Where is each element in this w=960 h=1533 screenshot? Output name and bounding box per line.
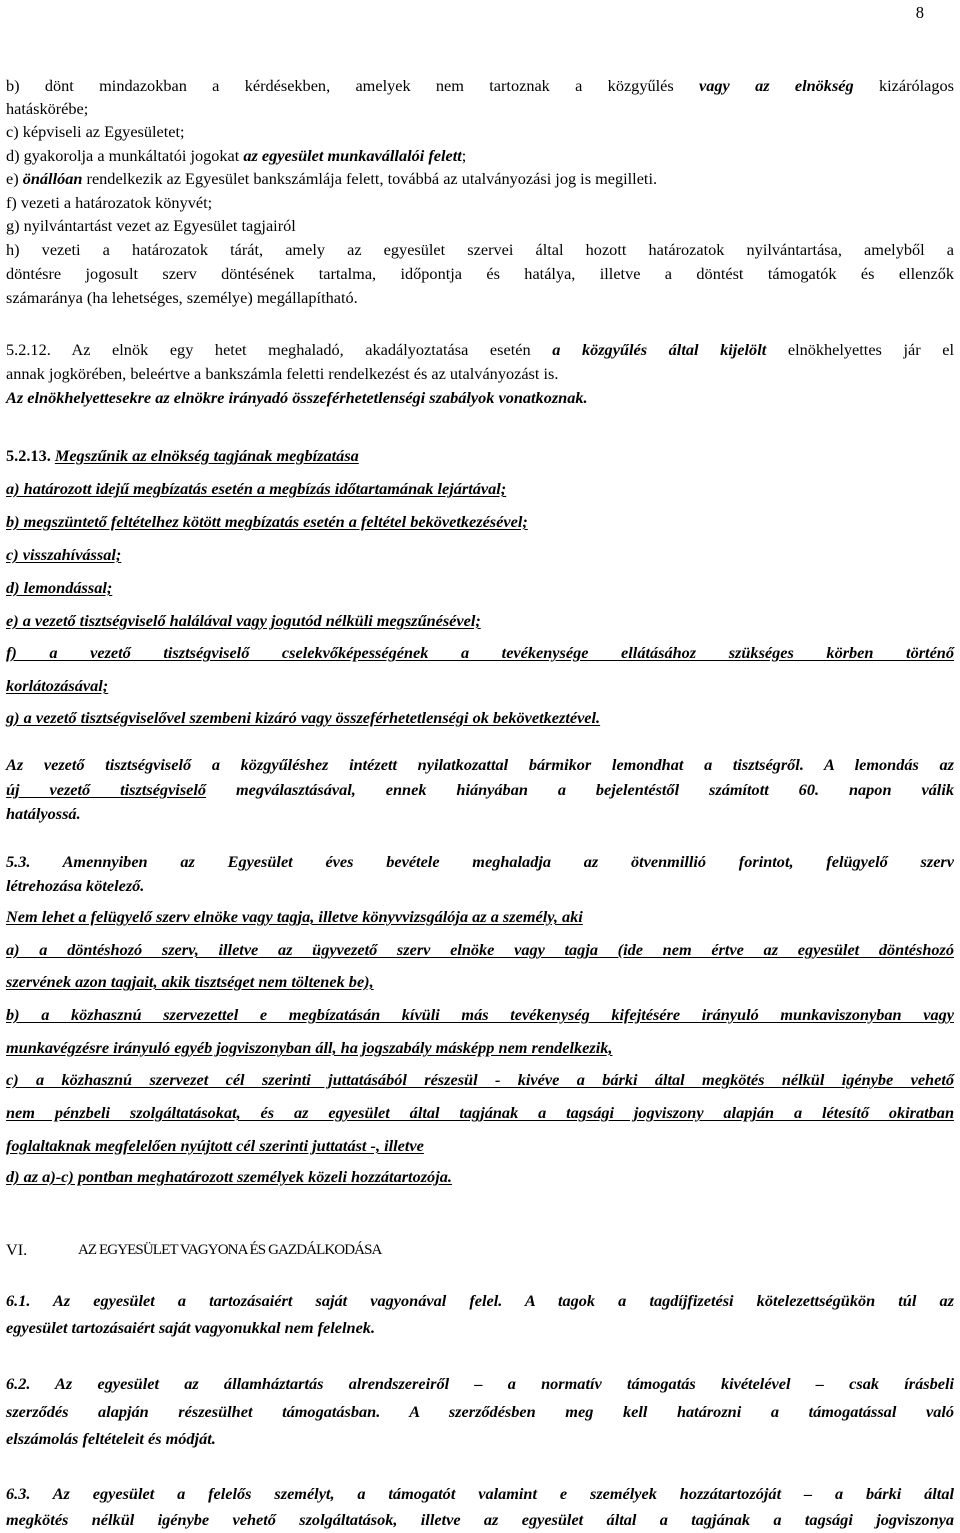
emphasis: a közgyűlés által kijelölt bbox=[552, 340, 767, 359]
section-6-2-line-3: elszámolás feltételeit és módját. bbox=[6, 1429, 216, 1448]
supervisory-a-line-1: a) a döntéshozó szerv, illetve az ügyvezető szerv elnöke vagy tagja (ide nem értve az egyesület döntéshozó bbox=[6, 940, 954, 959]
section-5-3-line-1: 5.3. Amennyiben az Egyesület éves bevétele meghaladja az ötvenmillió forintot, felügyelő szerv bbox=[6, 852, 954, 871]
item-h-line-1: h) vezeti a határozatok tárát, amely az egyesület szervei által hozott határozatok nyilvántartása, amelyből a bbox=[6, 240, 954, 259]
supervisory-intro: Nem lehet a felügyelő szerv elnöke vagy tagja, illetve könyvvizsgálója az a személy, aki bbox=[6, 907, 583, 926]
termination-g: g) a vezető tisztségviselővel szembeni kizáró vagy összeférhetetlenségi ok bekövetkeztével. bbox=[6, 708, 601, 727]
supervisory-c-line-3: foglaltaknak megfelelően nyújtott cél szerinti juttatást -, illetve bbox=[6, 1136, 424, 1155]
section-5-2-13-heading bbox=[6, 446, 954, 466]
item-b-line bbox=[6, 76, 954, 96]
section-vi-heading bbox=[6, 1240, 954, 1260]
item-g: g) nyilvántartást vezet az Egyesület tagjairól bbox=[6, 216, 296, 235]
termination-f-line-1: f) a vezető tisztségviselő cselekvőképességének a tevékenysége ellátásához szükséges körben történő bbox=[6, 643, 954, 662]
emphasis: az egyesület munkavállalói felett bbox=[243, 146, 462, 165]
section-title: Megszűnik az elnökség tagjának megbízatása bbox=[54, 446, 359, 465]
termination-c: c) visszahívással; bbox=[6, 545, 122, 564]
emphasis: önállóan bbox=[22, 169, 83, 188]
supervisory-c-line-2: nem pénzbeli szolgáltatásokat, és az egyesület által tagjának a tagsági jogviszony alapján a létesítő okiratban bbox=[6, 1103, 954, 1122]
emphasis: vagy az elnökség bbox=[699, 76, 854, 95]
section-number: VI. bbox=[6, 1240, 28, 1259]
termination-a: a) határozott idejű megbízatás esetén a megbízás időtartamának lejártával; bbox=[6, 479, 507, 498]
resignation-line-3: hatályossá. bbox=[6, 804, 81, 823]
termination-f-line-2: korlátozásával; bbox=[6, 676, 109, 695]
section-6-2-line-2: szerződés alapján részesülhet támogatásban. A szerződésben meg kell határozni a támogatással való bbox=[6, 1402, 954, 1421]
text: elnökhelyettes jár el bbox=[766, 340, 955, 359]
termination-e: e) a vezető tisztségviselő halálával vagy jogutód nélküli megszűnésével; bbox=[6, 611, 481, 630]
termination-d: d) lemondással; bbox=[6, 578, 113, 597]
text: kizárólagos bbox=[853, 76, 955, 95]
text: rendelkezik az Egyesület bankszámlája felett, továbbá az utalványozási jog is megilleti. bbox=[82, 169, 658, 188]
text: 5.2.12. Az elnök egy hetet meghaladó, akadályoztatása esetén bbox=[6, 340, 553, 359]
text: ; bbox=[461, 146, 467, 165]
section-5-2-12-line-3: Az elnökhelyettesekre az elnökre irányadó összeférhetetlenségi szabályok vonatkoznak. bbox=[6, 388, 588, 407]
text: e) bbox=[6, 169, 23, 188]
section-6-2-line-1: 6.2. Az egyesület az államháztartás alrendszereiről – a normatív támogatás kivételével – csak írásbeli bbox=[6, 1374, 954, 1393]
item-c: c) képviseli az Egyesületet; bbox=[6, 122, 185, 141]
termination-b: b) megszüntető feltételhez kötött megbízatás esetén a feltétel bekövetkezésével; bbox=[6, 512, 528, 531]
resignation-line-1: Az vezető tisztségviselő a közgyűléshez intézett nyilatkozattal bármikor lemondhat a tisztségről. A lemondás az bbox=[6, 755, 954, 774]
item-b-line-2: hatáskörébe; bbox=[6, 99, 89, 118]
page-number: 8 bbox=[915, 3, 924, 22]
supervisory-d: d) az a)-c) pontban meghatározott személyek közeli hozzátartozója. bbox=[6, 1167, 452, 1186]
supervisory-b-line-1: b) a közhasznú szervezettel e megbízatásán kívüli más tevékenység kifejtésére irányuló munkaviszonyban vagy bbox=[6, 1005, 954, 1024]
text: b) dönt mindazokban a kérdésekben, amelyek nem tartoznak a közgyűlés bbox=[6, 76, 700, 95]
item-d bbox=[6, 146, 954, 166]
underlined-text: új vezető tisztségviselő bbox=[6, 780, 207, 799]
section-5-2-12-line-2: annak jogkörében, beleértve a bankszámla feletti rendelkezést és az utalványozást is. bbox=[6, 364, 559, 383]
section-6-3-line-1: 6.3. Az egyesület a felelős személyt, a támogatót valamint e személyek hozzátartozóját – a bárki által bbox=[6, 1484, 954, 1503]
section-5-3-line-2: létrehozása kötelező. bbox=[6, 876, 145, 895]
supervisory-c-line-1: c) a közhasznú szervezet cél szerinti juttatásából részesül - kivéve a bárki által megkötés nélkül igénybe vehető bbox=[6, 1070, 954, 1089]
resignation-line-2 bbox=[6, 780, 954, 800]
supervisory-b-line-2: munkavégzésre irányuló egyéb jogviszonyban áll, ha jogszabály másképp nem rendelkezik, bbox=[6, 1038, 613, 1057]
item-h-line-2: döntésre jogosult szerv döntésének tartalma, időpontja és hatálya, illetve a döntést támogatók és ellenzők bbox=[6, 264, 954, 283]
section-number: 5.2.13. bbox=[6, 446, 55, 465]
section-6-1-line-2: egyesület tartozásaiért saját vagyonukkal nem felelnek. bbox=[6, 1318, 376, 1337]
item-h-line-3: számaránya (ha lehetséges, személye) megállapítható. bbox=[6, 288, 358, 307]
section-5-2-12-line-1 bbox=[6, 340, 954, 360]
section-6-1-line-1: 6.1. Az egyesület a tartozásaiért saját vagyonával felel. A tagok a tagdíjfizetési kötelezettségükön túl az bbox=[6, 1291, 954, 1310]
section-title: AZ EGYESÜLET VAGYONA ÉS GAZDÁLKODÁSA bbox=[78, 1242, 382, 1258]
supervisory-a-line-2: szervének azon tagjait, akik tisztséget nem töltenek be), bbox=[6, 972, 374, 991]
section-6-3-line-2: megkötés nélkül igénybe vehető szolgáltatások, illetve az egyesület által a tagjának a tagsági jogviszonya bbox=[6, 1510, 954, 1529]
item-f: f) vezeti a határozatok könyvét; bbox=[6, 193, 213, 212]
text: megválasztásával, ennek hiányában a bejelentéstől számított 60. napon válik bbox=[206, 780, 954, 799]
item-e bbox=[6, 169, 954, 189]
text: d) gyakorolja a munkáltatói jogokat bbox=[6, 146, 244, 165]
